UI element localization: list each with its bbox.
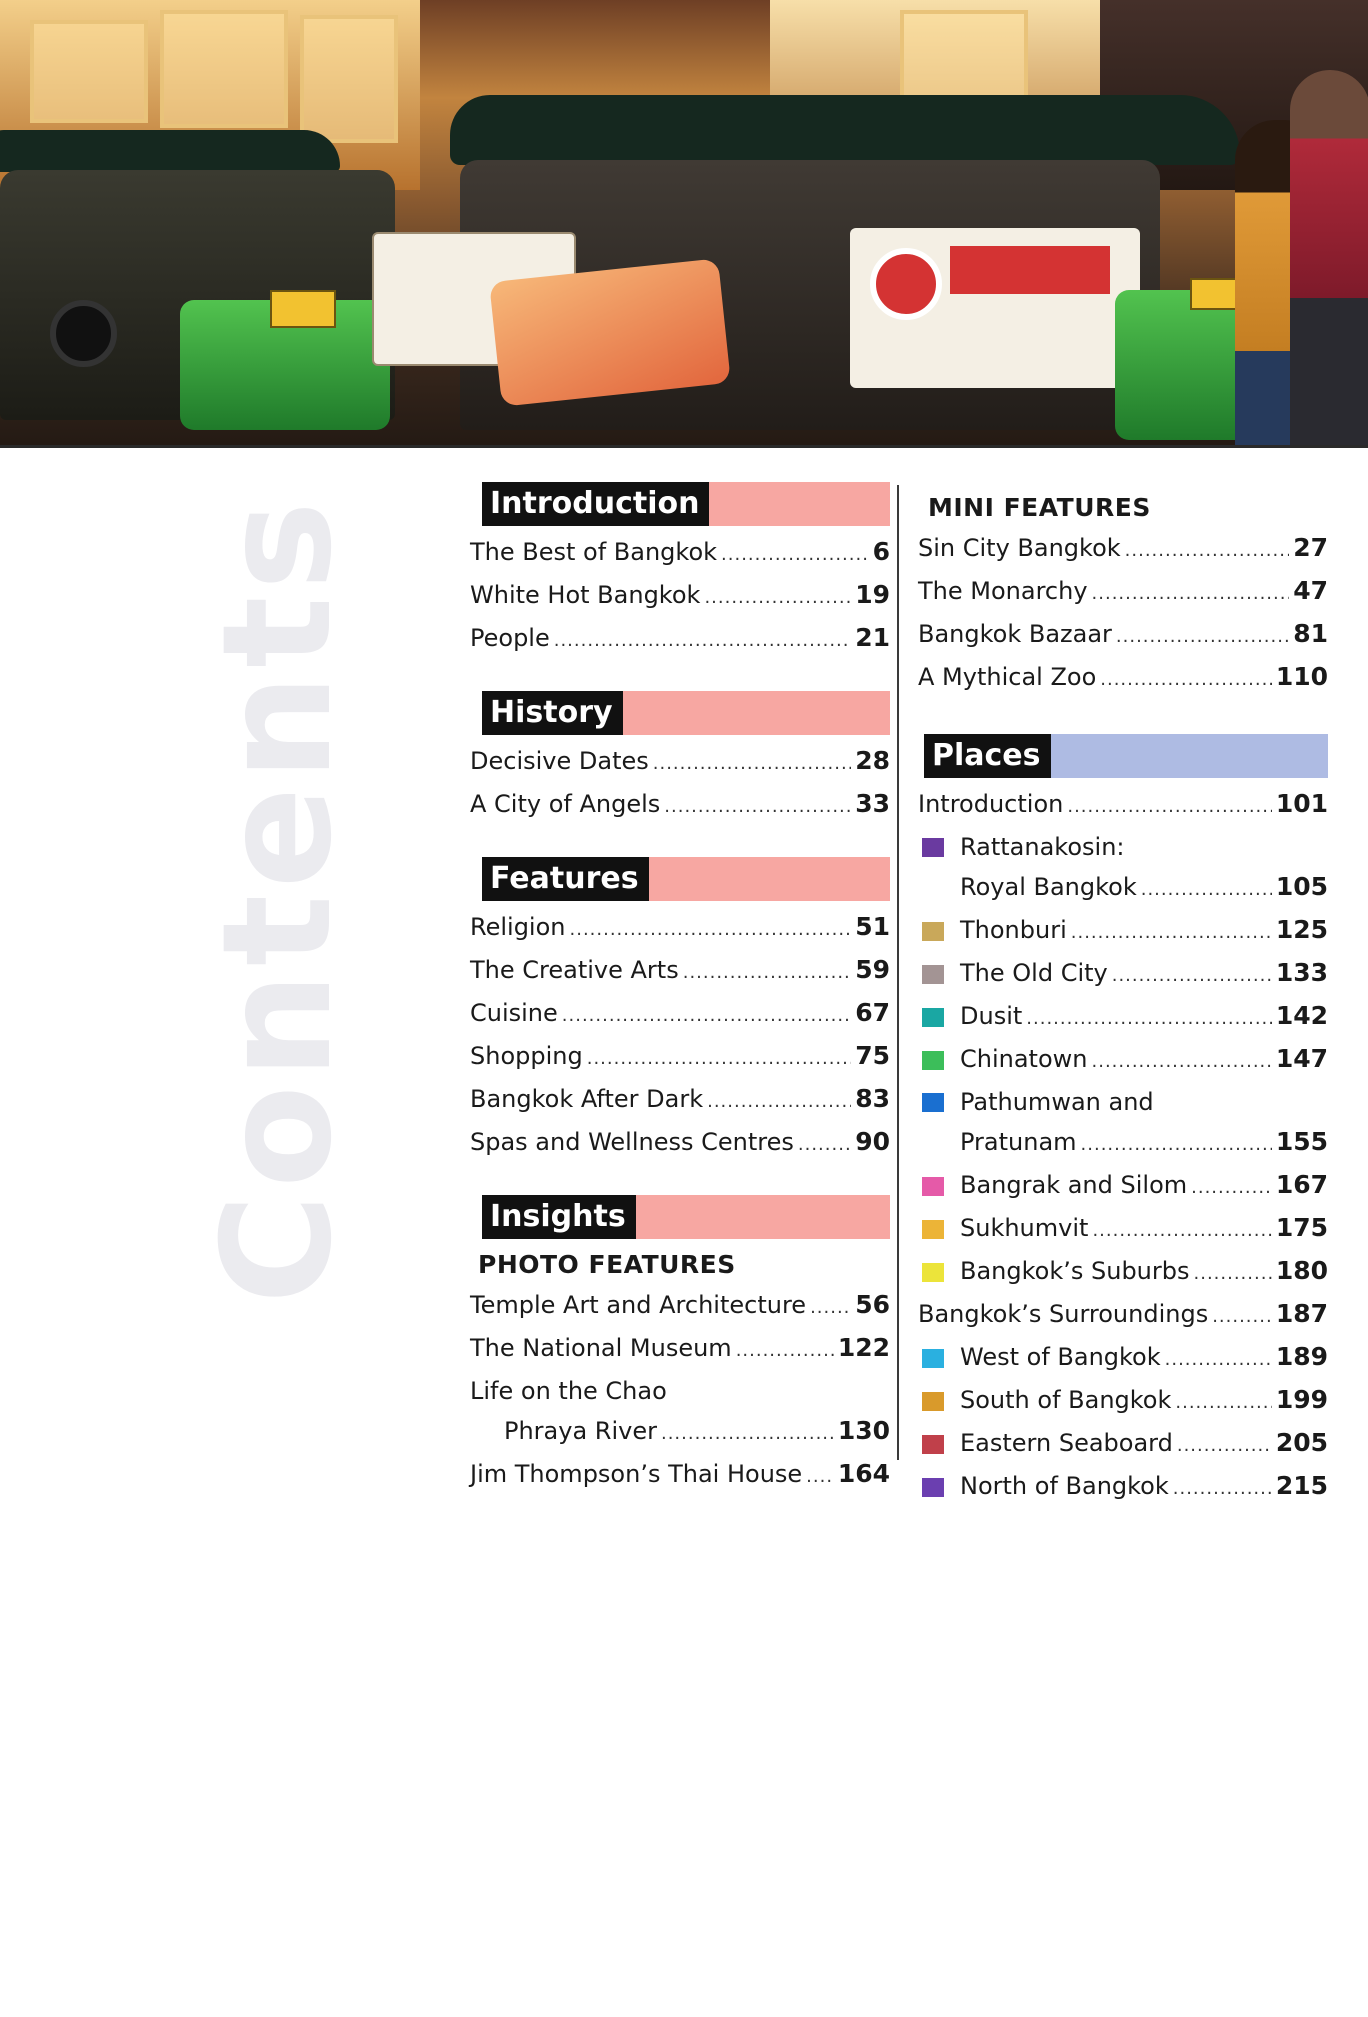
color-key-swatch xyxy=(922,1093,944,1112)
toc-page-number: 133 xyxy=(1275,958,1328,987)
toc-entry[interactable] xyxy=(918,571,1328,614)
toc-entry[interactable] xyxy=(470,1036,890,1079)
toc-entry[interactable] xyxy=(470,575,890,618)
color-key-swatch xyxy=(922,1220,944,1239)
toc-page-number: 215 xyxy=(1275,1471,1328,1500)
tuk-tuk-lamp xyxy=(50,300,117,367)
contents-left-column xyxy=(470,482,890,1527)
leader-dots xyxy=(704,578,851,618)
toc-page-number: 81 xyxy=(1293,619,1328,648)
leader-dots xyxy=(736,1331,834,1371)
leader-dots xyxy=(798,1125,851,1165)
leader-dots xyxy=(661,1414,834,1454)
leader-dots xyxy=(707,1082,851,1122)
section-heading-bar xyxy=(482,857,890,901)
toc-entry[interactable] xyxy=(470,618,890,661)
toc-entry[interactable] xyxy=(918,910,1328,953)
leader-dots xyxy=(1092,574,1290,614)
toc-entry[interactable] xyxy=(918,657,1328,700)
leader-dots xyxy=(1191,1168,1272,1208)
thai-sign-lettering xyxy=(950,246,1110,294)
tuk-tuk-roof xyxy=(0,130,340,172)
toc-page-number: 101 xyxy=(1275,789,1328,818)
toc-page-number: 155 xyxy=(1275,1127,1328,1156)
toc-entry-title-continued: Phraya River xyxy=(504,1417,657,1445)
leader-dots xyxy=(1194,1254,1272,1294)
toc-entry[interactable] xyxy=(918,1380,1328,1423)
toc-entry-title: Religion xyxy=(470,913,566,941)
toc-entry-title: Cuisine xyxy=(470,999,558,1027)
toc-entry[interactable] xyxy=(918,1423,1328,1466)
toc-entry[interactable] xyxy=(918,1208,1328,1251)
toc-page-number: 105 xyxy=(1275,872,1328,901)
toc-entry-title: The Creative Arts xyxy=(470,956,679,984)
toc-entry-title: Thonburi xyxy=(960,916,1067,944)
toc-entry-title: The Monarchy xyxy=(918,577,1088,605)
section-heading: Places xyxy=(924,734,1051,778)
toc-entry-title: Pathumwan and xyxy=(960,1088,1154,1116)
toc-entry[interactable] xyxy=(470,741,890,784)
toc-page-number: 187 xyxy=(1275,1299,1328,1328)
leader-dots xyxy=(810,1288,851,1328)
section-heading: Features xyxy=(482,857,649,901)
toc-entry-title: Temple Art and Architecture xyxy=(470,1291,807,1319)
cover-photo-tuk-tuks xyxy=(0,0,1368,448)
toc-entry[interactable] xyxy=(918,1251,1328,1294)
toc-page-number: 130 xyxy=(837,1416,890,1445)
toc-page-number: 142 xyxy=(1275,1001,1328,1030)
leader-dots xyxy=(1092,1042,1272,1082)
toc-entry-title: The National Museum xyxy=(470,1334,732,1362)
leader-dots xyxy=(664,787,851,827)
shop-window xyxy=(300,15,398,143)
color-key-swatch xyxy=(922,1008,944,1027)
leader-dots xyxy=(1081,1125,1272,1165)
toc-page-number: 167 xyxy=(1275,1170,1328,1199)
toc-entry-title: A City of Angels xyxy=(470,790,661,818)
leader-dots xyxy=(806,1457,834,1497)
section-heading-bar xyxy=(482,691,890,735)
toc-page-number: 27 xyxy=(1293,533,1328,562)
toc-entry-title: White Hot Bangkok xyxy=(470,581,701,609)
toc-page-number: 189 xyxy=(1275,1342,1328,1371)
toc-entry[interactable] xyxy=(470,1122,890,1165)
toc-entry-title: Bangkok’s Suburbs xyxy=(960,1257,1190,1285)
toc-page-number: 175 xyxy=(1275,1213,1328,1242)
leader-dots xyxy=(1177,1426,1272,1466)
leader-dots xyxy=(1141,870,1272,910)
toc-page-number: 28 xyxy=(855,746,890,775)
leader-dots xyxy=(1112,956,1272,996)
section-introduction xyxy=(470,482,890,661)
toc-entry[interactable] xyxy=(470,950,890,993)
leader-dots xyxy=(1026,999,1272,1039)
toc-entry-title-continued: Royal Bangkok xyxy=(960,873,1137,901)
contents-right-column xyxy=(918,488,1328,1539)
section-heading-bar xyxy=(924,734,1328,778)
toc-entry-title: North of Bangkok xyxy=(960,1472,1169,1500)
section-places xyxy=(918,734,1328,1509)
toc-entry[interactable] xyxy=(470,532,890,575)
toc-entry[interactable] xyxy=(470,907,890,950)
toc-page-number: 75 xyxy=(855,1041,890,1070)
color-key-swatch xyxy=(922,1349,944,1368)
toc-page-number: 147 xyxy=(1275,1044,1328,1073)
color-key-swatch xyxy=(922,1435,944,1454)
section-heading: Introduction xyxy=(482,482,709,526)
toc-entry[interactable] xyxy=(918,614,1328,657)
shop-window xyxy=(160,10,288,128)
toc-page-number: 51 xyxy=(855,912,890,941)
toc-page-number: 205 xyxy=(1275,1428,1328,1457)
toc-entry-title: Rattanakosin: xyxy=(960,833,1125,861)
toc-entry[interactable] xyxy=(918,827,1328,867)
section-insights xyxy=(470,1195,890,1497)
toc-entry-title: West of Bangkok xyxy=(960,1343,1161,1371)
toc-page-number: 56 xyxy=(855,1290,890,1319)
toc-page-number: 125 xyxy=(1275,915,1328,944)
shop-window xyxy=(30,20,148,123)
toc-entry[interactable] xyxy=(918,1466,1328,1509)
license-plate xyxy=(1190,278,1240,310)
toc-entry-title: Bangrak and Silom xyxy=(960,1171,1188,1199)
section-heading: Insights xyxy=(482,1195,636,1239)
toc-entry-title: Spas and Wellness Centres xyxy=(470,1128,794,1156)
leader-dots xyxy=(653,744,851,784)
tuk-tuk-seat xyxy=(489,258,731,406)
toc-entry-title: The Old City xyxy=(960,959,1108,987)
toc-page-number: 21 xyxy=(855,623,890,652)
toc-page-number: 164 xyxy=(837,1459,890,1488)
toc-entry-title: Life on the Chao xyxy=(470,1377,667,1405)
leader-dots xyxy=(1092,1211,1271,1251)
toc-entry[interactable] xyxy=(470,1454,890,1497)
toc-entry[interactable] xyxy=(918,996,1328,1039)
leader-dots xyxy=(570,910,852,950)
leader-dots xyxy=(1067,787,1271,827)
color-key-swatch xyxy=(922,922,944,941)
toc-entry-title: The Best of Bangkok xyxy=(470,538,718,566)
toc-entry-title: Shopping xyxy=(470,1042,583,1070)
toc-entry-title: Jim Thompson’s Thai House xyxy=(470,1460,803,1488)
toc-entry[interactable] xyxy=(918,1165,1328,1208)
leader-dots xyxy=(1116,617,1289,657)
license-plate xyxy=(270,290,336,328)
toc-page-number: 199 xyxy=(1275,1385,1328,1414)
leader-dots xyxy=(587,1039,851,1079)
section-history xyxy=(470,691,890,827)
toc-entry-title: Eastern Seaboard xyxy=(960,1429,1173,1457)
color-key-swatch xyxy=(922,1051,944,1070)
toc-entry[interactable] xyxy=(470,1079,890,1122)
toc-entry-title: People xyxy=(470,624,550,652)
toc-page-number: 47 xyxy=(1293,576,1328,605)
toc-entry-continued[interactable] xyxy=(918,1122,1328,1165)
color-key-swatch xyxy=(922,1177,944,1196)
toc-page-number: 122 xyxy=(837,1333,890,1362)
toc-entry-title: Decisive Dates xyxy=(470,747,649,775)
toc-page-number: 6 xyxy=(872,537,890,566)
section-heading-bar xyxy=(482,1195,890,1239)
tuk-tuk-roof xyxy=(450,95,1240,165)
toc-page-number: 180 xyxy=(1275,1256,1328,1285)
toc-entry-continued[interactable] xyxy=(470,1411,890,1454)
leader-dots xyxy=(1100,660,1272,700)
toc-page-number: 33 xyxy=(855,789,890,818)
photo-features-heading: PHOTO FEATURES xyxy=(478,1250,736,1279)
color-key-swatch xyxy=(922,1263,944,1282)
toc-entry[interactable] xyxy=(918,528,1328,571)
leader-dots xyxy=(1212,1297,1272,1337)
toc-page-number: 67 xyxy=(855,998,890,1027)
toc-page-number: 90 xyxy=(855,1127,890,1156)
toc-entry[interactable] xyxy=(470,784,890,827)
toc-page-number: 83 xyxy=(855,1084,890,1113)
toc-entry[interactable] xyxy=(918,1082,1328,1122)
toc-entry-title: Chinatown xyxy=(960,1045,1088,1073)
leader-dots xyxy=(554,621,851,661)
toc-entry-title: Introduction xyxy=(918,790,1064,818)
toc-entry[interactable] xyxy=(918,1294,1328,1337)
toc-entry[interactable] xyxy=(918,953,1328,996)
toc-page-number: 110 xyxy=(1275,662,1328,691)
toc-entry-title: Dusit xyxy=(960,1002,1023,1030)
toc-entry-title: Sin City Bangkok xyxy=(918,534,1121,562)
toc-entry-title: Bangkok Bazaar xyxy=(918,620,1112,648)
toc-entry[interactable] xyxy=(470,1328,890,1371)
leader-dots xyxy=(562,996,851,1036)
person xyxy=(1290,70,1368,448)
toc-entry-title: Bangkok After Dark xyxy=(470,1085,704,1113)
toc-page-number: 59 xyxy=(855,955,890,984)
toc-entry-title: South of Bangkok xyxy=(960,1386,1172,1414)
leader-dots xyxy=(1071,913,1272,953)
thai-sign xyxy=(850,228,1140,388)
toc-entry-title-continued: Pratunam xyxy=(960,1128,1077,1156)
section-heading: History xyxy=(482,691,623,735)
column-divider xyxy=(897,485,899,1460)
leader-dots xyxy=(1165,1340,1272,1380)
section-features xyxy=(470,857,890,1165)
toc-entry-title: Sukhumvit xyxy=(960,1214,1089,1242)
color-key-swatch xyxy=(922,965,944,984)
page-title: Contents xyxy=(191,495,365,1305)
mini-features-heading: MINI FEATURES xyxy=(928,493,1151,522)
section-mini-features xyxy=(918,488,1328,700)
section-heading-bar xyxy=(482,482,890,526)
toc-entry[interactable] xyxy=(918,784,1328,827)
toc-entry-title: Bangkok’s Surroundings xyxy=(918,1300,1209,1328)
leader-dots xyxy=(683,953,851,993)
toc-entry-continued[interactable] xyxy=(918,867,1328,910)
color-key-swatch xyxy=(922,1392,944,1411)
no-motorcycle-icon xyxy=(870,248,942,320)
toc-entry[interactable] xyxy=(918,1039,1328,1082)
leader-dots xyxy=(1173,1469,1272,1509)
color-key-swatch xyxy=(922,838,944,857)
leader-dots xyxy=(721,535,869,575)
toc-page-number: 19 xyxy=(855,580,890,609)
toc-entry-title: A Mythical Zoo xyxy=(918,663,1097,691)
toc-entry[interactable] xyxy=(470,993,890,1036)
leader-dots xyxy=(1175,1383,1271,1423)
toc-entry[interactable] xyxy=(470,1285,890,1328)
leader-dots xyxy=(1125,531,1290,571)
color-key-swatch xyxy=(922,1478,944,1497)
toc-entry[interactable] xyxy=(470,1371,890,1411)
toc-entry[interactable] xyxy=(918,1337,1328,1380)
